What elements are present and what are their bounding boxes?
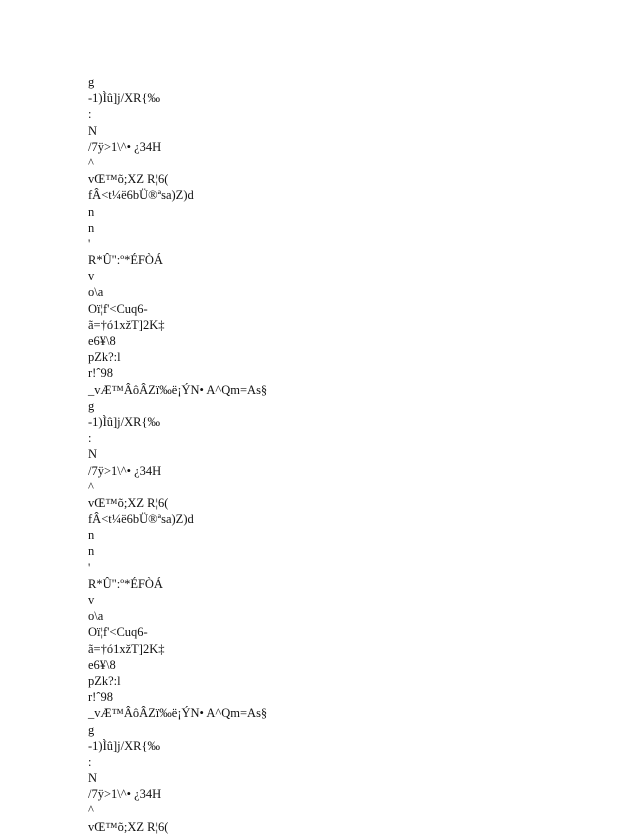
document-body (88, 74, 267, 835)
text-line: ã=†ó1xžT]2K‡ (88, 317, 165, 332)
text-line: g (88, 75, 95, 89)
text-line: r!ˆ98 (88, 366, 113, 381)
text-line: o\a (88, 285, 104, 300)
text-line: R*Û":º*ÉFÒÁ (88, 576, 163, 591)
text-line: e6¥\8 (88, 657, 116, 672)
text-line: fÂ<t¼ë6bÜ®ªsa)Z)d (88, 512, 194, 527)
text-line: v (88, 593, 95, 607)
text-line: ' (88, 560, 91, 575)
text-line: -1)Ìû]j/XR{‰ (88, 738, 160, 753)
text-line: pZk?:l (88, 673, 121, 688)
text-line: : (88, 431, 92, 446)
text-line: -1)Ìû]j/XR{‰ (88, 414, 160, 429)
text-line: : (88, 107, 92, 122)
text-line: n (88, 220, 95, 235)
text-line: _vÆ™ÂôÂZï‰ë¡ÝN• A^Qm=As§ (88, 382, 268, 397)
text-line: n (88, 204, 95, 219)
text-line: vŒ™õ;XZ R¦6( (88, 172, 169, 187)
text-line: /7ÿ>1\^• ¿34H (88, 463, 162, 478)
text-line: N (88, 771, 98, 786)
text-line: /7ÿ>1\^• ¿34H (88, 787, 162, 802)
text-line: Oï¦f'<Cuq6- (88, 625, 148, 640)
text-line: N (88, 447, 98, 462)
text-line: ^ (88, 803, 94, 818)
text-line: fÂ<t¼ë6bÜ®ªsa)Z)d (88, 188, 194, 203)
text-line: vŒ™õ;XZ R¦6( (88, 819, 169, 834)
text-line: : (88, 754, 92, 769)
text-line: g (88, 398, 95, 413)
text-line: v (88, 269, 95, 284)
text-line: /7ÿ>1\^• ¿34H (88, 139, 162, 154)
text-line: vŒ™õ;XZ R¦6( (88, 495, 169, 510)
text-line: ã=†ó1xžT]2K‡ (88, 641, 165, 656)
text-line: n (88, 544, 95, 559)
text-line: ' (88, 236, 91, 251)
text-line: -1)Ìû]j/XR{‰ (88, 91, 160, 106)
text-line: R*Û":º*ÉFÒÁ (88, 253, 163, 268)
text-line: Oï¦f'<Cuq6- (88, 301, 148, 316)
text-line: r!ˆ98 (88, 690, 113, 705)
text-line: e6¥\8 (88, 334, 116, 348)
text-line: N (88, 123, 98, 138)
text-line: ^ (88, 155, 94, 170)
text-line: n (88, 528, 95, 543)
text-line: _vÆ™ÂôÂZï‰ë¡ÝN• A^Qm=As§ (88, 706, 268, 721)
text-line: pZk?:l (88, 350, 121, 365)
text-line: g (88, 722, 95, 737)
text-line: ^ (88, 479, 94, 494)
text-line: o\a (88, 609, 104, 624)
